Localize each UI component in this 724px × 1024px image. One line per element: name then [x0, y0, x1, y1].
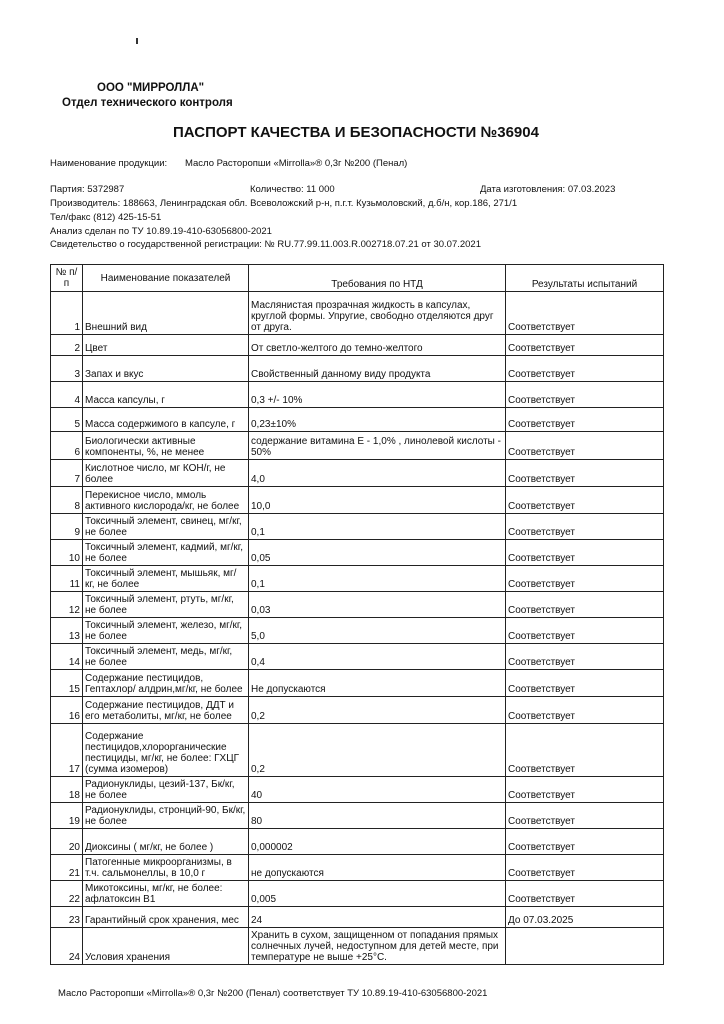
row-result: Соответствует — [506, 724, 664, 777]
row-result: Соответствует — [506, 829, 664, 855]
batch-number: Партия: 5372987 — [50, 184, 125, 195]
row-requirement: не допускаются — [249, 855, 506, 881]
row-requirement: Не допускаются — [249, 670, 506, 697]
row-indicator: Запах и вкус — [83, 356, 249, 382]
row-indicator: Токсичный элемент, ртуть, мг/кг, не более — [83, 592, 249, 618]
row-result: Соответствует — [506, 460, 664, 487]
row-requirement: 0,005 — [249, 881, 506, 907]
table-row — [51, 724, 664, 777]
row-number: 13 — [51, 618, 83, 644]
row-requirement: 0,03 — [249, 592, 506, 618]
footer-compliance: Масло Расторопши «Mirrolla»® 0,3г №200 (Пенал) соответствует ТУ 10.89.19-410-63056800-2021 — [58, 988, 488, 999]
row-number: 4 — [51, 382, 83, 408]
row-indicator: Биологически активные компоненты, %, не менее — [83, 432, 249, 460]
table-row — [51, 292, 664, 335]
row-requirement: 0,23±10% — [249, 408, 506, 432]
row-number: 2 — [51, 335, 83, 356]
row-indicator: Диоксины ( мг/кг, не более ) — [83, 829, 249, 855]
row-number: 9 — [51, 514, 83, 540]
row-requirement: Хранить в сухом, защищенном от попадания прямых солнечных лучей, недоступном для детей месте, при температуре не выше +25°С. — [249, 928, 506, 965]
header-results: Результаты испытаний — [506, 265, 664, 292]
row-requirement: содержание витамина Е - 1,0% , линолевой кислоты - 50% — [249, 432, 506, 460]
row-indicator: Кислотное число, мг КОН/г, не более — [83, 460, 249, 487]
table-row — [51, 514, 664, 540]
row-result: Соответствует — [506, 618, 664, 644]
row-number: 8 — [51, 487, 83, 514]
row-requirement: Маслянистая прозрачная жидкость в капсулах, круглой формы. Упругие, свободно отделяются друг от друга. — [249, 292, 506, 335]
row-number: 23 — [51, 907, 83, 928]
row-requirement: 0,1 — [249, 566, 506, 592]
manufacturer: Производитель: 188663, Ленинградская обл. Всеволожский р-н, п.г.т. Кузьмоловский, д.б/н, кор.186, 271/1 — [50, 198, 518, 209]
row-result: Соответствует — [506, 335, 664, 356]
row-result — [506, 928, 664, 965]
row-indicator: Масса капсулы, г — [83, 382, 249, 408]
row-indicator: Внешний вид — [83, 292, 249, 335]
table-row — [51, 335, 664, 356]
row-number: 14 — [51, 644, 83, 670]
row-number: 15 — [51, 670, 83, 697]
row-number: 19 — [51, 803, 83, 829]
table-row — [51, 697, 664, 724]
row-requirement: 24 — [249, 907, 506, 928]
table-row — [51, 540, 664, 566]
row-number: 18 — [51, 777, 83, 803]
table-header-row — [51, 265, 664, 292]
row-requirement: 10,0 — [249, 487, 506, 514]
row-result: До 07.03.2025 — [506, 907, 664, 928]
row-indicator: Содержание пестицидов, ДДТ и его метаболиты, мг/кг, не более — [83, 697, 249, 724]
table-row — [51, 928, 664, 965]
row-result: Соответствует — [506, 540, 664, 566]
row-requirement: 0,2 — [249, 724, 506, 777]
phone: Тел/факс (812) 425-15-51 — [50, 212, 162, 223]
header-number: № п/п — [51, 265, 83, 292]
row-number: 1 — [51, 292, 83, 335]
row-requirement: 40 — [249, 777, 506, 803]
row-requirement: 0,1 — [249, 514, 506, 540]
row-result: Соответствует — [506, 697, 664, 724]
row-result: Соответствует — [506, 382, 664, 408]
quality-table — [50, 264, 664, 965]
row-indicator: Микотоксины, мг/кг, не более: афлатоксин В1 — [83, 881, 249, 907]
row-indicator: Токсичный элемент, мышьяк, мг/кг, не более — [83, 566, 249, 592]
row-result: Соответствует — [506, 566, 664, 592]
row-requirement: 0,4 — [249, 644, 506, 670]
row-result: Соответствует — [506, 432, 664, 460]
row-result: Соответствует — [506, 670, 664, 697]
row-indicator: Масса содержимого в капсуле, г — [83, 408, 249, 432]
row-indicator: Токсичный элемент, медь, мг/кг, не более — [83, 644, 249, 670]
row-indicator: Цвет — [83, 335, 249, 356]
header-indicator: Наименование показателей — [83, 265, 249, 292]
product-name: Масло Расторопши «Mirrolla»® 0,3г №200 (Пенал) — [185, 158, 408, 169]
quantity: Количество: 11 000 — [250, 184, 335, 195]
row-requirement: От светло-желтого до темно-желтого — [249, 335, 506, 356]
registration-certificate: Свидетельство о государственной регистрации: № RU.77.99.11.003.R.002718.07.21 от 30.07.2021 — [50, 239, 481, 250]
table-row — [51, 356, 664, 382]
row-result: Соответствует — [506, 592, 664, 618]
table-row — [51, 382, 664, 408]
row-number: 20 — [51, 829, 83, 855]
table-row — [51, 670, 664, 697]
row-indicator: Гарантийный срок хранения, мес — [83, 907, 249, 928]
table-row — [51, 907, 664, 928]
row-number: 3 — [51, 356, 83, 382]
department-name: Отдел технического контроля — [62, 97, 233, 109]
row-indicator: Содержание пестицидов,хлорорганические пестициды, мг/кг, не более: ГХЦГ (сумма изомеров) — [83, 724, 249, 777]
row-number: 7 — [51, 460, 83, 487]
row-number: 12 — [51, 592, 83, 618]
row-number: 22 — [51, 881, 83, 907]
row-indicator: Радионуклиды, цезий-137, Бк/кг, не более — [83, 777, 249, 803]
row-number: 17 — [51, 724, 83, 777]
row-result: Соответствует — [506, 855, 664, 881]
row-requirement: 0,05 — [249, 540, 506, 566]
scan-mark — [136, 38, 138, 44]
row-result: Соответствует — [506, 356, 664, 382]
row-number: 5 — [51, 408, 83, 432]
manufacture-date: Дата изготовления: 07.03.2023 — [480, 184, 616, 195]
row-indicator: Условия хранения — [83, 928, 249, 965]
row-indicator: Перекисное число, ммоль активного кислорода/кг, не более — [83, 487, 249, 514]
header-requirements: Требования по НТД — [249, 265, 506, 292]
row-indicator: Токсичный элемент, свинец, мг/кг, не более — [83, 514, 249, 540]
table-row — [51, 618, 664, 644]
row-number: 6 — [51, 432, 83, 460]
row-indicator: Токсичный элемент, железо, мг/кг, не более — [83, 618, 249, 644]
table-row — [51, 487, 664, 514]
row-number: 24 — [51, 928, 83, 965]
row-result: Соответствует — [506, 514, 664, 540]
row-requirement: 80 — [249, 803, 506, 829]
row-result: Соответствует — [506, 803, 664, 829]
product-label: Наименование продукции: — [50, 158, 168, 169]
row-result: Соответствует — [506, 487, 664, 514]
table-row — [51, 460, 664, 487]
row-number: 21 — [51, 855, 83, 881]
row-number: 10 — [51, 540, 83, 566]
row-indicator: Патогенные микроорганизмы, в т.ч. сальмонеллы, в 10,0 г — [83, 855, 249, 881]
row-result: Соответствует — [506, 408, 664, 432]
table-row — [51, 592, 664, 618]
row-requirement: 0,3 +/- 10% — [249, 382, 506, 408]
company-name: ООО "МИРРОЛЛА" — [97, 82, 205, 94]
row-number: 16 — [51, 697, 83, 724]
table-row — [51, 829, 664, 855]
table-row — [51, 644, 664, 670]
row-requirement: Свойственный данному виду продукта — [249, 356, 506, 382]
row-indicator: Токсичный элемент, кадмий, мг/кг, не более — [83, 540, 249, 566]
row-indicator: Содержание пестицидов, Гептахлор/ алдрин,мг/кг, не более — [83, 670, 249, 697]
table-row — [51, 566, 664, 592]
row-requirement: 5,0 — [249, 618, 506, 644]
row-indicator: Радионуклиды, стронций-90, Бк/кг, не более — [83, 803, 249, 829]
table-row — [51, 408, 664, 432]
row-requirement: 0,2 — [249, 697, 506, 724]
table-row — [51, 777, 664, 803]
table-row — [51, 855, 664, 881]
page-title: ПАСПОРТ КАЧЕСТВА И БЕЗОПАСНОСТИ №36904 — [173, 124, 539, 141]
row-result: Соответствует — [506, 292, 664, 335]
row-number: 11 — [51, 566, 83, 592]
row-result: Соответствует — [506, 644, 664, 670]
row-requirement: 0,000002 — [249, 829, 506, 855]
row-result: Соответствует — [506, 777, 664, 803]
table-row — [51, 803, 664, 829]
row-requirement: 4,0 — [249, 460, 506, 487]
table-row — [51, 432, 664, 460]
row-result: Соответствует — [506, 881, 664, 907]
analysis-standard: Анализ сделан по ТУ 10.89.19-410-63056800-2021 — [50, 226, 272, 237]
table-row — [51, 881, 664, 907]
